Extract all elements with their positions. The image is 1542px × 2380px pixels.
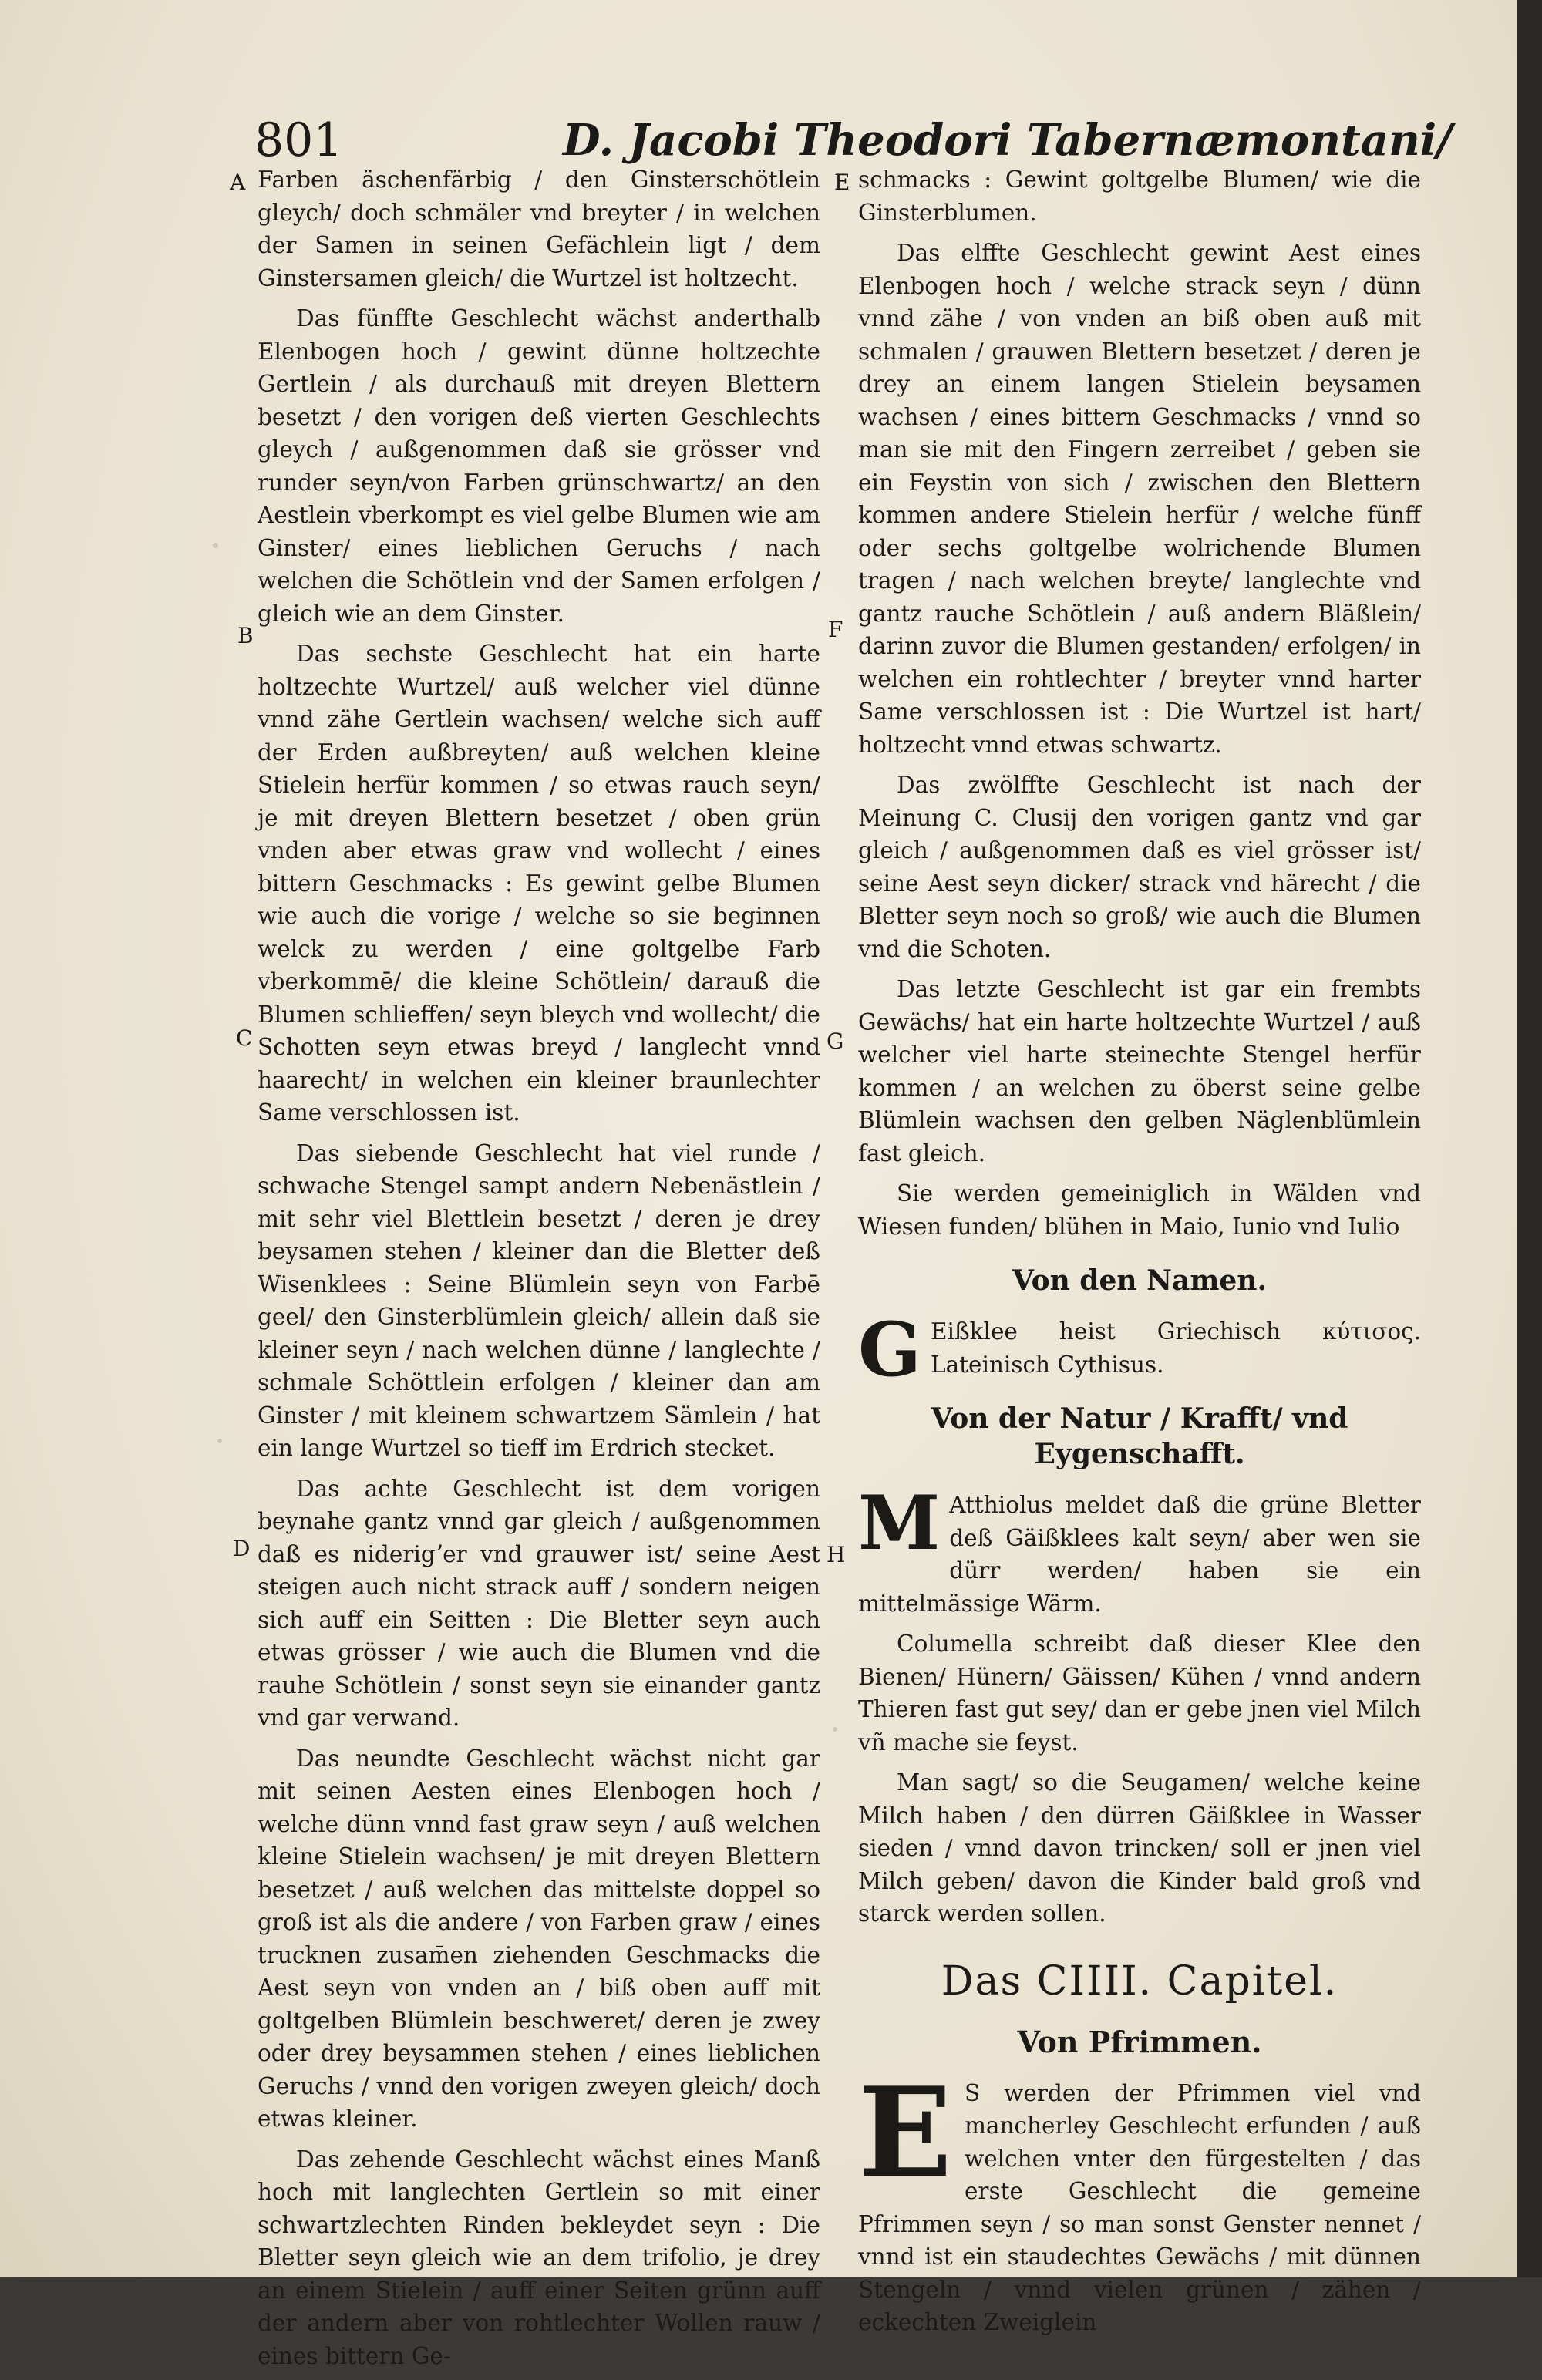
- margin-letter-h: H: [827, 1542, 846, 1567]
- drop-cap: M: [858, 1480, 941, 1567]
- margin-letter-b: B: [237, 623, 254, 648]
- chapter-heading: Das CIIII. Capitel.: [941, 1958, 1338, 2005]
- left-column: [258, 163, 820, 2380]
- paragraph: Das neundte Geschlecht wächst nicht gar mit seinen Aesten eines Elenbogen hoch / welche dünn vnnd fast graw seyn / auß welchen kleine Stielein wachsen/ je mit dreyen Blettern besetzet / auß welchen das mittelste doppel so groß ist als die andere / von Farben graw / eines trucknen zusam̄en ziehenden Geschmacks die Aest seyn von vnden an / biß oben auff mit goltgelben Blümlein beschweret/ deren je zwey oder drey beysammen stehen / eines lieblichen Geruchs / vnnd den vorigen zweyen gleich/ doch etwas kleiner.: [258, 1745, 820, 2132]
- margin-letter-d: D: [233, 1536, 251, 1561]
- book-edge: [1517, 0, 1542, 2277]
- chapter-text: S werden der Pfrimmen viel vnd mancherley Geschlecht erfunden / auß welchen vnter den fürgestelten / das erste Geschlecht die gemeine Pfrimmen seyn / so man sonst Genster nennet / vnnd ist ein staudechtes Gewächs / mit dünnen Stengeln / vnnd vielen grünen / zähen / eckechten Zweiglein: [858, 2079, 1421, 2335]
- paragraph: Das zehende Geschlecht wächst eines Manß hoch mit langlechten Gertlein so mit einer schwartzlechten Rinden bekleydet seyn : Die Bletter seyn gleich wie an dem trifolio, je drey an einem Stielein / auff einer Seiten grünn auff der andern aber von rohtlechter Wollen rauw / eines bittern Ge-: [258, 2146, 820, 2369]
- margin-letter-c: C: [236, 1025, 253, 1051]
- paragraph: Sie werden gemeiniglich in Wälden vnd Wiesen funden/ blühen in Maio, Iunio vnd Iulio: [858, 1180, 1421, 1240]
- margin-letter-f: F: [828, 617, 843, 642]
- paragraph: Man sagt/ so die Seugamen/ welche keine Milch haben / den dürren Gäißklee in Wasser sieden / vnnd davon trincken/ soll er jnen viel Milch geben/ davon die Kinder bald groß vnd starck werden sollen.: [858, 1769, 1421, 1927]
- paper-speck: [833, 1727, 837, 1732]
- section-heading-nature: Von der Natur / Krafft/ vnd Eygenschafft.: [931, 1402, 1348, 1470]
- names-text: Eißklee heist Griechisch κύτισος. Lateinisch Cythisus.: [930, 1318, 1421, 1378]
- chapter-paragraph: [858, 2059, 1421, 2339]
- running-title: D. Jacobi Theodori Tabernæmontani/: [563, 115, 1453, 166]
- page-number: 801: [254, 113, 343, 167]
- nature-paragraph: [858, 1480, 1421, 1620]
- names-paragraph: [858, 1306, 1421, 1393]
- paragraph: Das achte Geschlecht ist dem vorigen beynahe gantz vnnd gar gleich / außgenommen daß es niderigʼer vnd grauwer ist/ seine Aest steigen auch nicht strack auff / sondern neigen sich auff ein Seitten : Die Bletter seyn auch etwas grösser / wie auch die Blumen vnd die rauhe Schötlein / sonst seyn sie einander gantz vnd gar verwand.: [258, 1475, 820, 1731]
- paragraph: Das fünffte Geschlecht wächst anderthalb Elenbogen hoch / gewint dünne holtzechte Gertlein / als durchauß mit dreyen Blettern besetzt / den vorigen deß vierten Geschlechts gleych / außgenommen daß sie grösser vnd runder seyn/von Farben grünschwartz/ an den Aestlein vberkompt es viel gelbe Blumen wie am Ginster/ eines lieblichen Geruchs / nach welchen die Schötlein vnd der Samen erfolgen / gleich wie an dem Ginster.: [258, 305, 820, 627]
- ornamental-drop-cap: E: [858, 2059, 952, 2205]
- margin-letter-g: G: [827, 1028, 844, 1054]
- paragraph: Farben äschenfärbig / den Ginsterschötlein gleych/ doch schmäler vnd breyter / in welchen der Samen in seinen Gefächlein ligt / dem Ginstersamen gleich/ die Wurtzel ist holtzecht.: [258, 167, 820, 291]
- page-header: [254, 109, 1453, 171]
- paragraph: Das letzte Geschlecht ist gar ein frembts Gewächs/ hat ein harte holtzechte Wurtzel / auß welcher viel harte steinechte Stengel herfür kommen / an welchen zu öberst seine gelbe Blümlein wachsen den gelben Näglenblümlein fast gleich.: [858, 976, 1421, 1166]
- margin-letter-a: A: [230, 170, 246, 195]
- paragraph: Das siebende Geschlecht hat viel runde / schwache Stengel sampt andern Nebenästlein / mit sehr viel Blettlein besetzt / deren je drey beysamen stehen / kleiner dan die Bletter deß Wisenklees : Seine Blümlein seyn von Farbē geel/ den Ginsterblümlein gleich/ allein daß sie kleiner seyn / nach welchen dünne / langlechte / schmale Schöttlein erfolgen / kleiner dan am Ginster / mit kleinem schwartzem Sämlein / hat ein lange Wurtzel so tieff im Erdrich stecket.: [258, 1140, 820, 1461]
- paragraph: Das sechste Geschlecht hat ein harte holtzechte Wurtzel/ auß welcher viel dünne vnnd zähe Gertlein wachsen/ welche sich auff der Erden außbreyten/ auß welchen kleine Stielein herfür kommen / so etwas rauch seyn/ je mit dreyen Blettern besetzet / oben grün vnden aber etwas graw vnd wollecht / eines bittern Geschmacks : Es gewint gelbe Blumen wie auch die vorige / welche so sie beginnen welck zu werden / eine goltgelbe Farb vberkommē/ die kleine Schötlein/ darauß die Blumen schlieffen/ seyn bleych vnd wollecht/ die Schotten seyn etwas breyd / langlecht vnnd haarecht/ in welchen ein kleiner braunlechter Same verschlossen ist.: [258, 641, 820, 1126]
- paragraph: schmacks : Gewint goltgelbe Blumen/ wie die Ginsterblumen.: [858, 167, 1421, 226]
- paragraph: Columella schreibt daß dieser Klee den Bienen/ Hünern/ Gäissen/ Kühen / vnnd andern Thieren fast gut sey/ dan er gebe jnen viel Milch vñ mache sie feyst.: [858, 1631, 1421, 1756]
- nature-text: Atthiolus meldet daß die grüne Bletter deß Gäißklees kalt seyn/ aber wen sie dürr werden/ haben sie ein mittelmässige Wärm.: [858, 1492, 1421, 1617]
- paragraph: Das zwölffte Geschlecht ist nach der Meinung C. Clusij den vorigen gantz vnd gar gleich / außgenommen daß es viel grösser ist/ seine Aest seyn dicker/ strack vnd härecht / die Bletter seyn noch so groß/ wie auch die Blumen vnd die Schoten.: [858, 772, 1421, 962]
- paper-speck: [217, 1439, 222, 1443]
- drop-cap: G: [858, 1306, 921, 1393]
- paragraph: Das elffte Geschlecht gewint Aest eines Elenbogen hoch / welche strack seyn / dünn vnnd zähe / von vnden an biß oben auß mit schmalen / grauwen Blettern besetzet / deren je drey an einem langen Stielein beysamen wachsen / eines bittern Geschmacks / vnnd so man sie mit den Fingern zerreibet / geben sie ein Feystin von sich / zwischen den Blettern kommen andere Stielein herfür / welche fünff oder sechs goltgelbe wolrichende Blumen tragen / nach welchen breyte/ langlechte vnd gantz rauche Schötlein / auß andern Bläßlein/ darinn zuvor die Blumen gestanden/ erfolgen/ in welchen ein rohtlechter / breyter vnnd harter Same verschlossen ist : Die Wurtzel ist hart/ holtzecht vnnd etwas schwartz.: [858, 240, 1421, 758]
- section-heading-names: Von den Namen.: [1012, 1264, 1268, 1297]
- chapter-subheading: Von Pfrimmen.: [1017, 2024, 1262, 2059]
- right-column: [858, 163, 1421, 2347]
- margin-letter-e: E: [834, 170, 850, 195]
- paper-speck: [213, 543, 218, 548]
